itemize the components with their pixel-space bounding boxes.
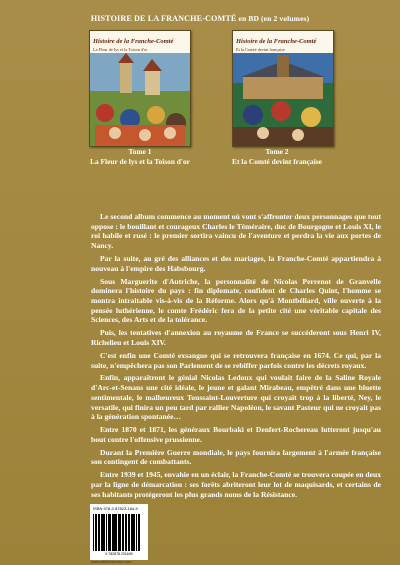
paragraph: Sous Marguerite d'Autriche, la personnalité de Nicolas Perrenot de Granvelle dominera l'histoire du pays : fin diplomate, confident de Charles Quint, l'homme se montra intraitable vis-à-vis de la Réforme. Alors qu'à Montbéliard, ville ouverte à la pensée luthérienne, le comte Frédéric fera de la petite cité une véritable capitale des Sciences, des Arts et de la tolérance.: [91, 276, 381, 325]
caption-tome-number: Tome 2: [265, 147, 289, 156]
cover-subtitle: Et la Comté devint française: [236, 47, 285, 52]
caption-tome-2: [212, 147, 342, 166]
barcode-bars: [93, 514, 145, 551]
paragraph: C'est enfin une Comté exsangue qui se retrouvera française en 1674. Ce qui, par la suite, n'empêchera pas son Parlement de se rebiffer parfois contre les décrets royaux.: [91, 350, 381, 370]
cover-illustration: [233, 53, 333, 146]
cover-series-title: Histoire de la Franche-Comté: [93, 38, 174, 45]
paragraph: Par la suite, au gré des alliances et des mariages, la Franche-Comté appartiendra à nouveau à l'empire des Habsbourg.: [91, 254, 381, 273]
barcode: [90, 504, 148, 560]
paragraph: Entre 1939 et 1945, envahie en un éclair, la Franche-Comté se trouvera coupée en deux par la ligne de démarcation : ses forêts abriteront leur lot de maquisards, et certains de ses habitants protégeront les plus grands noms de la Résistance.: [91, 470, 381, 499]
series-title-main: HISTOIRE DE LA FRANCHE-COMTÉ: [90, 14, 237, 23]
caption-tome-number: Tome 1: [128, 147, 152, 156]
paragraph: Entre 1870 et 1871, les généraux Bourbaki et Denfert-Rochereau lutteront jusqu'au bout contre l'offensive prussienne.: [91, 425, 381, 444]
cover-header: [90, 31, 190, 53]
paragraph: Enfin, apparaîtront le génial Nicolas Ledoux qui voulait faire de la Saline Royale d'Arc-et-Senans une cité idéale, le jeune et galant Mirabeau, empêtré dans une bluette sentimentale, le malheureux Toussaint-Louverture qui croyait trop à la liberté, Ney, le versatile, qui finira un peu tard par rallier Napoléon, le savant Pasteur qui ne croyait pas à la génération spontanée…: [91, 373, 381, 422]
paragraph: Puis, les tentatives d'annexion au royaume de France se succéderont sous Henri IV, Richelieu et Louis XIV.: [91, 328, 381, 347]
barcode-bar: [139, 514, 140, 551]
summary-text: [91, 212, 381, 503]
cover-header: [233, 31, 333, 53]
caption-tome-title: Et la Comté devint française: [232, 156, 322, 166]
caption-tome-title: La Fleur de lys et la Toison d'or: [90, 156, 190, 166]
isbn-text: ISBN 978-2-87823-164-9: [93, 506, 138, 511]
paragraph: Durant la Première Guerre mondiale, le pays fournira largement à l'armée française son contingent de combattants.: [91, 447, 381, 467]
cover-series-title: Histoire de la Franche-Comté: [236, 38, 317, 45]
series-title-suffix: en BD (en 2 volumes): [236, 14, 310, 23]
cover-tome-1: [89, 30, 191, 147]
cover-tome-2: [232, 30, 334, 147]
series-title: [0, 14, 400, 23]
barcode-number: 9 782878 231649: [105, 552, 133, 556]
cover-subtitle: La Fleur de lys et la Toison d'or: [93, 47, 148, 52]
caption-tome-1: [75, 147, 205, 166]
paragraph: Le second album commence au moment où vont s'affronter deux personnages que tout oppose : le bouillant et courageux Charles le Téméraire, duc de Bourgogne et Louis XI, le roi habile et rusé : le premier sortira vaincu de l'aventure et perdra la vie aux portes de Nancy.: [91, 212, 381, 251]
cover-illustration: [90, 53, 190, 146]
publisher-website: www.editionscoxter.com: [91, 560, 132, 564]
